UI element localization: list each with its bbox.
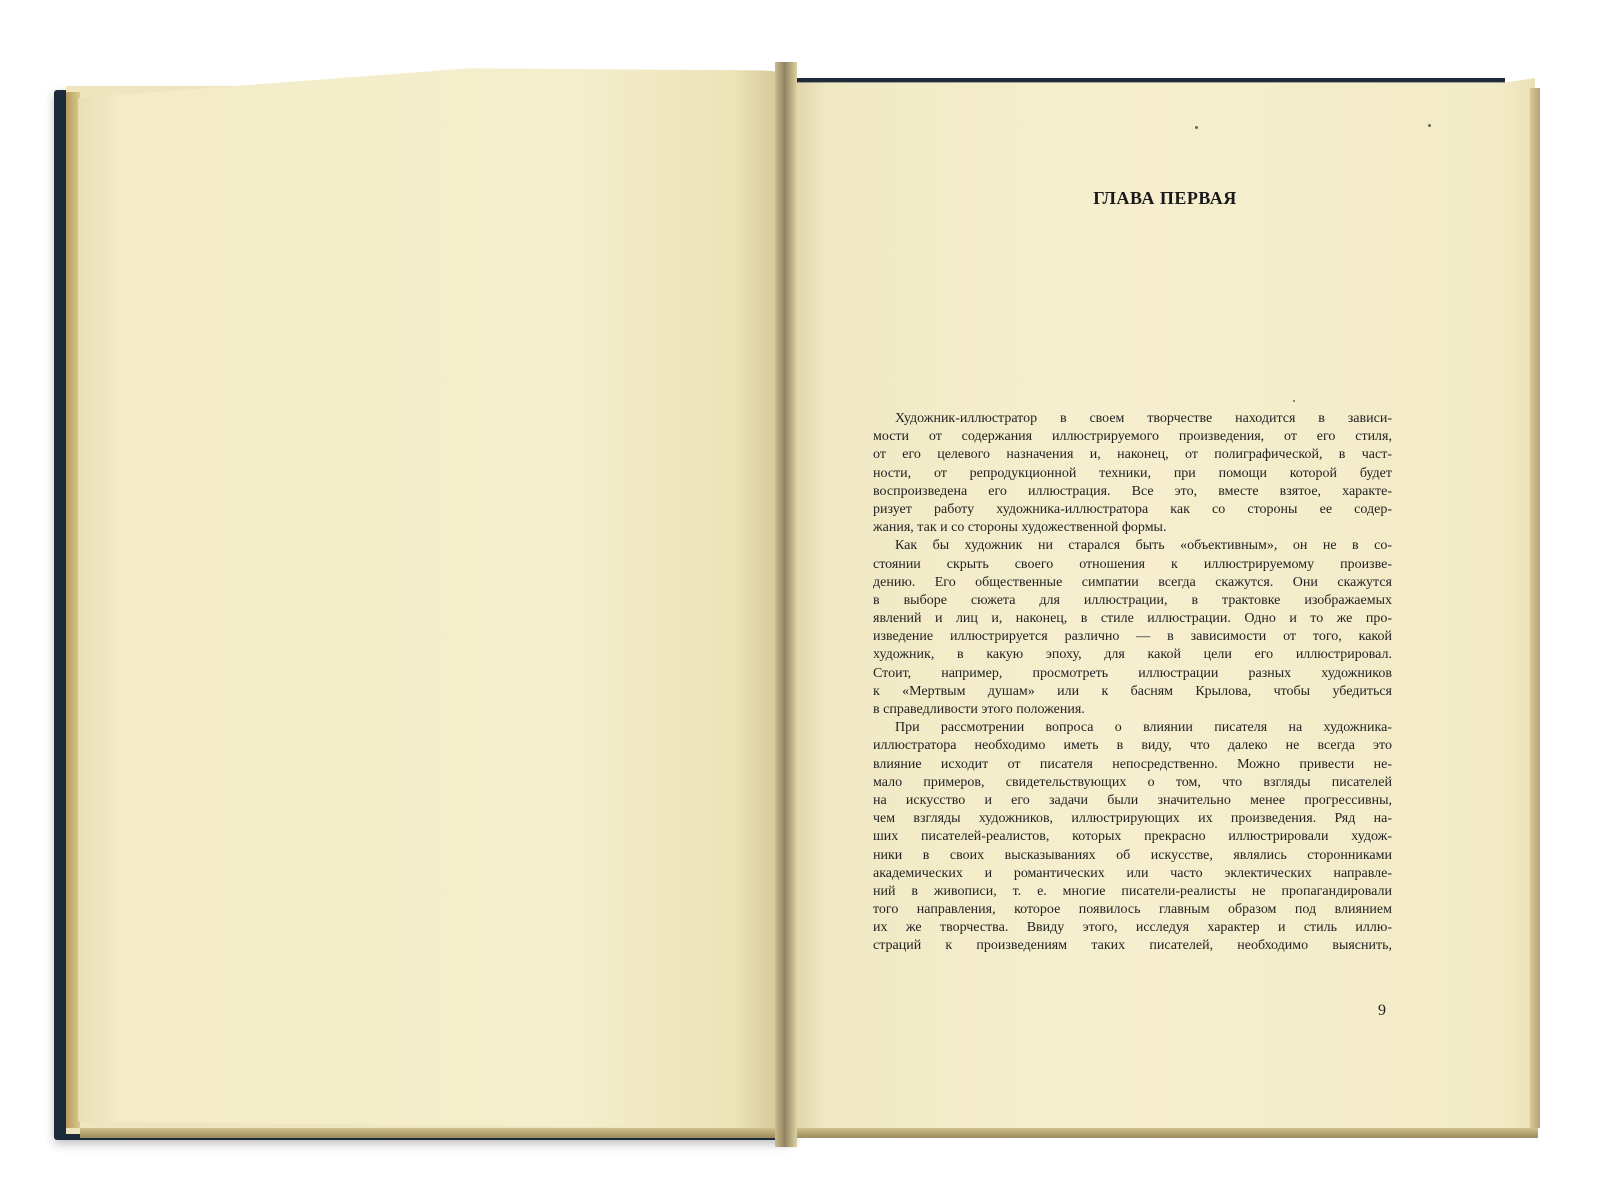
- text-line: влияние исходит от писателя непосредственно. Можно привести не-: [873, 756, 1392, 772]
- paper-speck: [1428, 124, 1431, 127]
- text-line: ники в своих высказываниях об искусстве, являлись сторонниками: [873, 847, 1392, 863]
- text-line: на искусство и его задачи были значительно менее прогрессивны,: [873, 792, 1392, 808]
- text-line: изведение иллюстрируется различно — в зависимости от того, какой: [873, 629, 1392, 645]
- text-line: к «Мертвым душам» или к басням Крылова, чтобы убедиться: [873, 683, 1392, 699]
- text-line: явлений и лиц и, наконец, в стиле иллюстрации. Одно и то же про-: [873, 611, 1392, 627]
- text-line: ризует работу художника-иллюстратора как со стороны ее содер-: [873, 501, 1392, 517]
- page-edge-left: [66, 92, 80, 1128]
- text-line: Стоит, например, просмотреть иллюстрации разных художников: [873, 665, 1392, 681]
- text-line: ний в живописи, т. е. многие писатели-реалисты не пропагандировали: [873, 883, 1392, 899]
- text-line: академических и романтических или часто эклектических направле-: [873, 865, 1392, 881]
- page-number: 9: [1378, 1002, 1386, 1019]
- book-gutter: [775, 62, 797, 1147]
- blank-left-page: [78, 64, 790, 1129]
- text-line: Художник-иллюстратор в своем творчестве находится в зависи-: [895, 411, 1392, 426]
- text-line: в выборе сюжета для иллюстрации, в трактовке изображаемых: [873, 592, 1392, 608]
- paper-speck: [1195, 126, 1198, 129]
- text-line: мало примеров, свидетельствующих о том, что взгляды писателей: [873, 774, 1392, 790]
- text-line: мости от содержания иллюстрируемого произведения, от его стиля,: [873, 429, 1392, 445]
- chapter-title: ГЛАВА ПЕРВАЯ: [1093, 188, 1237, 208]
- text-line: стоянии скрыть своего отношения к иллюстрируемому произве-: [873, 556, 1392, 572]
- text-line: воспроизведена его иллюстрация. Все это, вместе взятое, характе-: [873, 483, 1392, 499]
- paper-speck: [1293, 400, 1295, 402]
- text-line: жания, так и со стороны художественной формы.: [873, 520, 1167, 536]
- text-line: того направления, которое появилось главным образом под влиянием: [873, 902, 1392, 918]
- text-line: от его целевого назначения и, наконец, от полиграфической, в част-: [873, 447, 1392, 463]
- chapter-body-text: [873, 410, 1392, 956]
- text-line: Как бы художник ни старался быть «объективным», он не в со-: [895, 538, 1392, 554]
- text-line: При рассмотрении вопроса о влиянии писателя на художника-: [895, 720, 1392, 736]
- page-edge-right: [1530, 88, 1540, 1128]
- page-edge-bottom: [80, 1128, 1538, 1138]
- text-line: страций к произведениям таких писателей, необходимо выяснить,: [873, 938, 1392, 954]
- text-line: в справедливости этого положения.: [873, 702, 1085, 717]
- text-line: ности, от репродукционной техники, при помощи которой будет: [873, 465, 1392, 481]
- text-line: их же творчества. Ввиду этого, исследуя характер и стиль иллю-: [873, 920, 1392, 936]
- text-line: ших писателей-реалистов, которых прекрасно иллюстрировали худож-: [873, 829, 1392, 845]
- text-line: иллюстратора необходимо иметь в виду, что далеко не всегда это: [873, 738, 1392, 754]
- text-line: чем взгляды художников, иллюстрирующих их произведения. Ряд на-: [873, 811, 1392, 827]
- text-line: дению. Его общественные симпатии всегда скажутся. Они скажутся: [873, 574, 1392, 590]
- text-line: художник, в какую эпоху, для какой цели его иллюстрировал.: [873, 647, 1392, 663]
